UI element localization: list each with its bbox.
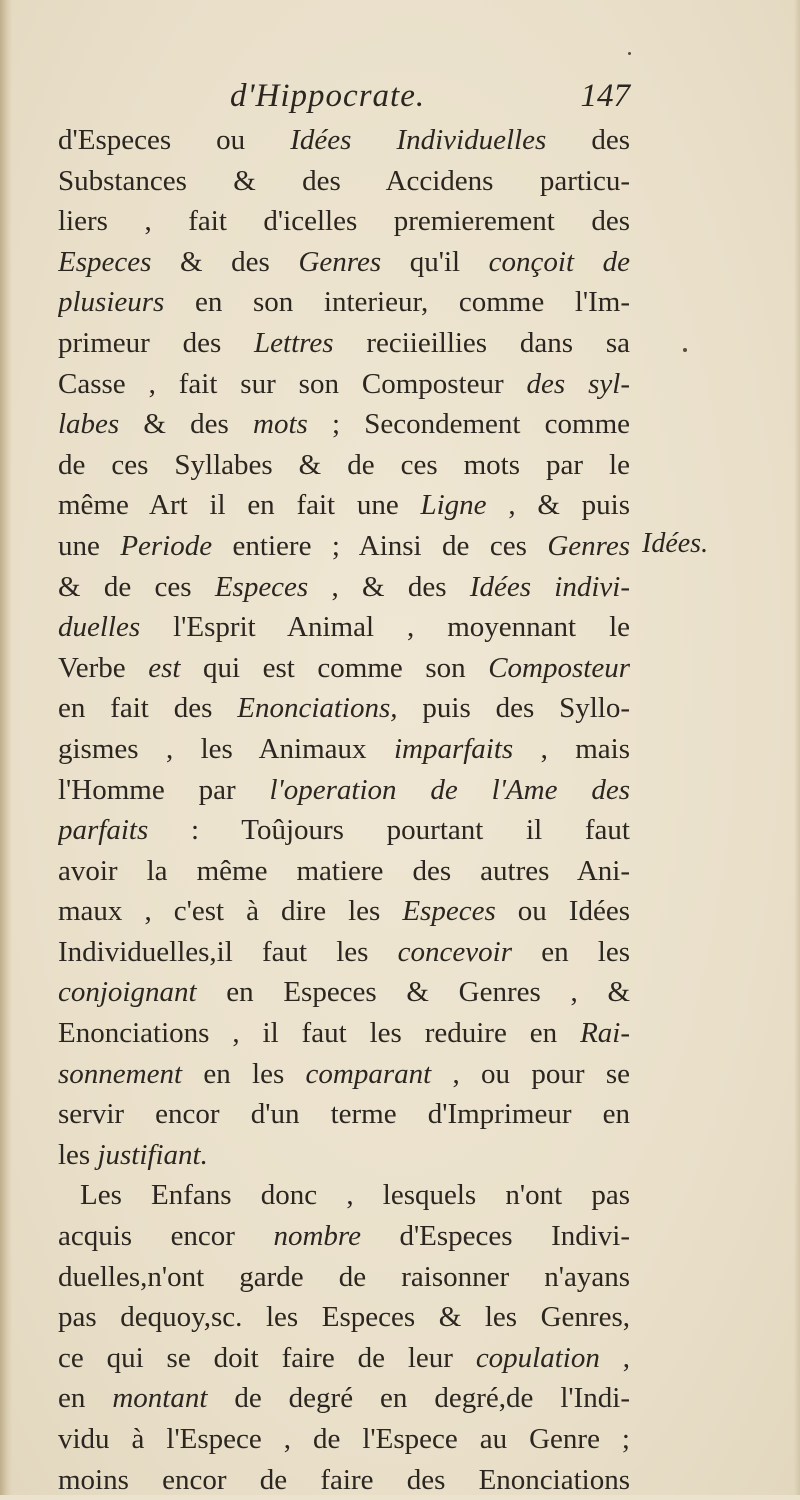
italic-text-span: des syl- bbox=[526, 367, 630, 400]
text-span: Individuelles,il faut les bbox=[58, 935, 398, 968]
text-line bbox=[58, 526, 630, 567]
text-span: l'Homme par bbox=[58, 773, 270, 806]
text-span: en fait des bbox=[58, 692, 238, 725]
text-line bbox=[58, 1013, 630, 1054]
text-span: puis des Syllo- bbox=[397, 692, 630, 725]
italic-text-span: Especes bbox=[58, 245, 152, 278]
italic-text-span: Lettres bbox=[254, 326, 334, 359]
text-line bbox=[58, 851, 630, 892]
text-span: même Art il en fait une bbox=[58, 489, 421, 522]
text-line bbox=[58, 445, 630, 486]
text-span: gismes , les Animaux bbox=[58, 732, 394, 765]
italic-text-span: conçoit de bbox=[488, 245, 630, 278]
italic-text-span: conjoignant bbox=[58, 976, 197, 1009]
text-span: liers , fait d'icelles premierement des bbox=[58, 205, 630, 238]
text-span: Enonciations , il faut les reduire en bbox=[58, 1017, 581, 1050]
italic-text-span: Ligne bbox=[420, 489, 487, 522]
italic-text-span: Composteur bbox=[488, 651, 630, 684]
italic-text-span: Rai- bbox=[580, 1017, 630, 1050]
text-line bbox=[58, 648, 630, 689]
italic-text-span: mots bbox=[253, 408, 308, 441]
text-span: maux , c'est à dire les bbox=[58, 895, 403, 928]
text-span: & de ces bbox=[58, 570, 215, 603]
italic-text-span: Periode bbox=[120, 529, 213, 562]
italic-text-span: l'operation de l'Ame des bbox=[269, 773, 630, 806]
text-span: , & puis bbox=[486, 489, 630, 522]
italic-text-span: concevoir bbox=[397, 935, 513, 968]
text-span: de ces Syllabes & de ces mots par le bbox=[58, 448, 630, 481]
italic-text-span: montant bbox=[112, 1382, 208, 1415]
text-line bbox=[58, 810, 630, 851]
text-span: qui est comme son bbox=[180, 651, 489, 684]
text-line bbox=[58, 242, 630, 283]
text-span: Les Enfans donc , lesquels n'ont pas bbox=[80, 1179, 630, 1212]
italic-text-span: labes bbox=[58, 408, 120, 441]
text-line bbox=[58, 161, 630, 202]
page-header bbox=[58, 78, 630, 118]
italic-text-span: parfaits bbox=[58, 814, 149, 847]
text-span: en les bbox=[512, 935, 630, 968]
text-span: , ou pour se bbox=[431, 1057, 630, 1090]
italic-text-span: est bbox=[148, 651, 181, 684]
italic-text-span: nombre bbox=[273, 1220, 361, 1253]
text-span: les bbox=[58, 1138, 98, 1171]
text-line bbox=[58, 567, 630, 608]
text-line bbox=[58, 607, 630, 648]
page-number: 147 bbox=[580, 78, 630, 114]
ink-speck bbox=[683, 348, 687, 352]
text-line bbox=[58, 1378, 630, 1419]
text-span: moins encor de faire des Enonciations bbox=[58, 1463, 630, 1496]
text-line bbox=[58, 770, 630, 811]
text-span: Verbe bbox=[58, 651, 149, 684]
text-span: en Especes & Genres , & bbox=[196, 976, 630, 1009]
text-span: ce qui se doit faire de leur bbox=[58, 1341, 476, 1374]
text-span: reciieillies dans sa bbox=[333, 326, 630, 359]
italic-text-span: Especes bbox=[214, 570, 309, 603]
text-span: en son interieur, comme l'Im- bbox=[164, 286, 630, 319]
text-span: servir encor d'un terme d'Imprimeur en bbox=[58, 1098, 630, 1131]
body-text bbox=[58, 120, 630, 1500]
text-line bbox=[58, 364, 630, 405]
text-line bbox=[58, 688, 630, 729]
text-line bbox=[58, 729, 630, 770]
text-line bbox=[58, 485, 630, 526]
text-span: , & des bbox=[308, 570, 470, 603]
page-edge-shadow bbox=[794, 0, 800, 1495]
italic-text-span: Idées Individuelles bbox=[290, 124, 547, 156]
text-line bbox=[58, 1216, 630, 1257]
text-span: : Toûjours pourtant il faut bbox=[148, 814, 630, 847]
italic-text-span: Genres bbox=[547, 529, 630, 562]
text-span: , mais bbox=[513, 732, 630, 765]
text-line bbox=[58, 1094, 630, 1135]
text-line bbox=[58, 404, 630, 445]
text-span: & des bbox=[151, 245, 299, 278]
italic-text-span: plusieurs bbox=[58, 286, 165, 319]
text-span: primeur des bbox=[58, 326, 255, 359]
italic-text-span: duelles bbox=[58, 611, 141, 644]
text-line bbox=[58, 1338, 630, 1379]
text-span: une bbox=[58, 529, 121, 562]
text-span: qu'il bbox=[381, 245, 489, 278]
text-line bbox=[58, 1054, 630, 1095]
text-line bbox=[58, 1175, 630, 1216]
text-line bbox=[58, 972, 630, 1013]
text-span: avoir la même matiere des autres Ani- bbox=[58, 854, 630, 887]
italic-text-span: Especes bbox=[402, 895, 496, 928]
page-gutter-shadow bbox=[0, 0, 12, 1495]
text-span: d'Especes ou bbox=[58, 124, 291, 156]
italic-text-span: imparfaits bbox=[393, 732, 514, 765]
ink-speck bbox=[628, 52, 631, 55]
text-span: de degré en degré,de l'Indi- bbox=[207, 1382, 630, 1415]
text-line bbox=[58, 323, 630, 364]
italic-text-span: Genres bbox=[298, 245, 382, 278]
text-line bbox=[58, 120, 630, 161]
italic-text-span: comparant bbox=[305, 1057, 432, 1090]
text-span: l'Esprit Animal , moyennant le bbox=[140, 611, 630, 644]
italic-text-span: Idées indivi- bbox=[469, 570, 630, 603]
text-span: ou Idées bbox=[495, 895, 630, 928]
text-line bbox=[58, 1135, 630, 1176]
italic-text-span: copulation bbox=[475, 1341, 600, 1374]
text-span: ; Secondement comme bbox=[307, 408, 630, 441]
text-line bbox=[58, 1297, 630, 1338]
text-line bbox=[58, 891, 630, 932]
italic-text-span: Enonciations, bbox=[237, 692, 398, 725]
text-line bbox=[58, 1257, 630, 1298]
text-span: en les bbox=[182, 1057, 306, 1090]
text-line bbox=[58, 1460, 630, 1500]
margin-note: Idées. bbox=[642, 528, 709, 559]
text-line bbox=[58, 201, 630, 242]
text-span: entiere ; Ainsi de ces bbox=[212, 529, 548, 562]
text-span: Substances & des Accidens particu- bbox=[58, 164, 630, 197]
text-span: acquis encor bbox=[58, 1220, 274, 1253]
text-line bbox=[58, 1419, 630, 1460]
text-line bbox=[58, 282, 630, 323]
text-span: & des bbox=[119, 408, 253, 441]
text-span: des bbox=[546, 124, 630, 156]
running-head: d'Hippocrate. bbox=[230, 78, 426, 114]
text-span: en bbox=[58, 1382, 113, 1415]
text-span: d'Especes Indivi- bbox=[360, 1220, 630, 1253]
text-span: , bbox=[599, 1341, 630, 1374]
text-span: vidu à l'Espece , de l'Espece au Genre ; bbox=[58, 1423, 630, 1455]
text-line bbox=[58, 932, 630, 973]
text-span: pas dequoy,sc. les Especes & les Genres, bbox=[58, 1301, 630, 1334]
text-span: duelles,n'ont garde de raisonner n'ayans bbox=[58, 1260, 630, 1293]
text-span: Casse , fait sur son Composteur bbox=[58, 367, 527, 400]
italic-text-span: justifiant. bbox=[97, 1138, 208, 1171]
italic-text-span: sonnement bbox=[58, 1057, 183, 1090]
